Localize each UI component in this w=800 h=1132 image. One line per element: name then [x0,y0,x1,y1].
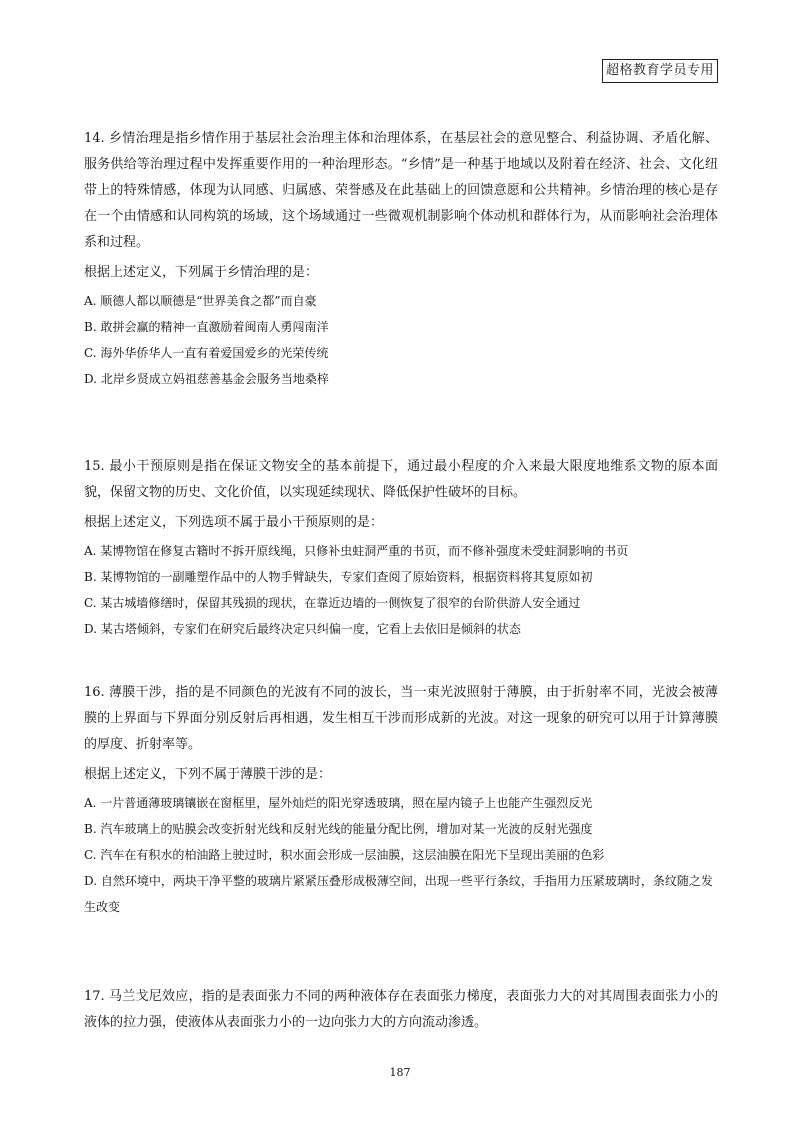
question-14 [84,126,718,392]
option-a[interactable]: A. 顺德人都以顺德是“世界美食之都”而自豪 [84,294,317,308]
option-list [84,288,718,392]
option-d[interactable]: D. 北岸乡贤成立妈祖慈善基金会服务当地桑梓 [84,372,329,386]
question-15 [84,454,718,642]
question-16 [84,680,718,920]
question-stem: 14. 乡情治理是指乡情作用于基层社会治理主体和治理体系，在基层社会的意见整合、利益协调、矛盾化解、服务供给等治理过程中发挥重要作用的一种治理形态。“乡情”是一种基于地域以及附着在经济、社会、文化纽带上的特殊情感，体现为认同感、归属感、荣誉感及在此基础上的回馈意愿和公共精神。乡情治理的核心是存在一个由情感和认同构筑的场域，这个场域通过一些微观机制影响个体动机和群体行为，从而影响社会治理体系和过程。 [84,131,718,250]
option-c[interactable]: C. 海外华侨华人一直有着爱国爱乡的光荣传统 [84,346,329,360]
option-c[interactable]: C. 汽车在有积水的柏油路上驶过时，积水面会形成一层油膜，这层油膜在阳光下呈现出美丽的色彩 [84,848,605,862]
option-b[interactable]: B. 敢拼会赢的精神一直激励着闽南人勇闯南洋 [84,320,329,334]
option-c[interactable]: C. 某古城墙修缮时，保留其残损的现状，在靠近边墙的一侧恢复了很窄的台阶供游人安全通过 [84,596,581,610]
question-stem: 17. 马兰戈尼效应，指的是表面张力不同的两种液体存在表面张力梯度，表面张力大的对其周围表面张力小的液体的拉力强，使液体从表面张力小的一边向张力大的方向流动渗透。 [84,989,718,1030]
option-d[interactable]: D. 某古塔倾斜，专家们在研究后最终决定只纠偏一度，它看上去依旧是倾斜的状态 [84,622,521,636]
option-b[interactable]: B. 某博物馆的一副雕塑作品中的人物手臂缺失，专家们查阅了原始资料，根据资料将其复原如初 [84,570,593,584]
option-a[interactable]: A. 一片普通薄玻璃镶嵌在窗框里，屋外灿烂的阳光穿透玻璃，照在屋内镜子上也能产生强烈反光 [84,796,593,810]
option-list [84,790,718,920]
question-prompt: 根据上述定义，下列属于乡情治理的是： [84,265,319,280]
header-badge: 超格教育学员专用 [602,59,718,83]
question-stem: 15. 最小干预原则是指在保证文物安全的基本前提下，通过最小程度的介入来最大限度地维系文物的原本面貌，保留文物的历史、文化价值，以实现延续现状、降低保护性破坏的目标。 [84,459,718,500]
question-prompt: 根据上述定义，下列选项不属于最小干预原则的是： [84,515,384,530]
option-a[interactable]: A. 某博物馆在修复古籍时不拆开原线绳，只修补虫蛀洞严重的书页，而不修补强度未受蛀洞影响的书页 [84,544,629,558]
question-prompt: 根据上述定义，下列不属于薄膜干涉的是： [84,767,332,782]
question-stem: 16. 薄膜干涉，指的是不同颜色的光波有不同的波长，当一束光波照射于薄膜，由于折射率不同，光波会被薄膜的上界面与下界面分别反射后再相遇，发生相互干涉而形成新的光波。对这一现象的研究可以用于计算薄膜的厚度、折射率等。 [84,685,718,752]
question-17 [84,984,718,1036]
page-number: 187 [389,1066,411,1079]
option-d[interactable]: D. 自然环境中，两块干净平整的玻璃片紧紧压叠形成极薄空间，出现一些平行条纹，手指用力压紧玻璃时，条纹随之发生改变 [84,874,713,914]
option-list [84,538,718,642]
option-b[interactable]: B. 汽车玻璃上的贴膜会改变折射光线和反射光线的能量分配比例，增加对某一光波的反射光强度 [84,822,593,836]
